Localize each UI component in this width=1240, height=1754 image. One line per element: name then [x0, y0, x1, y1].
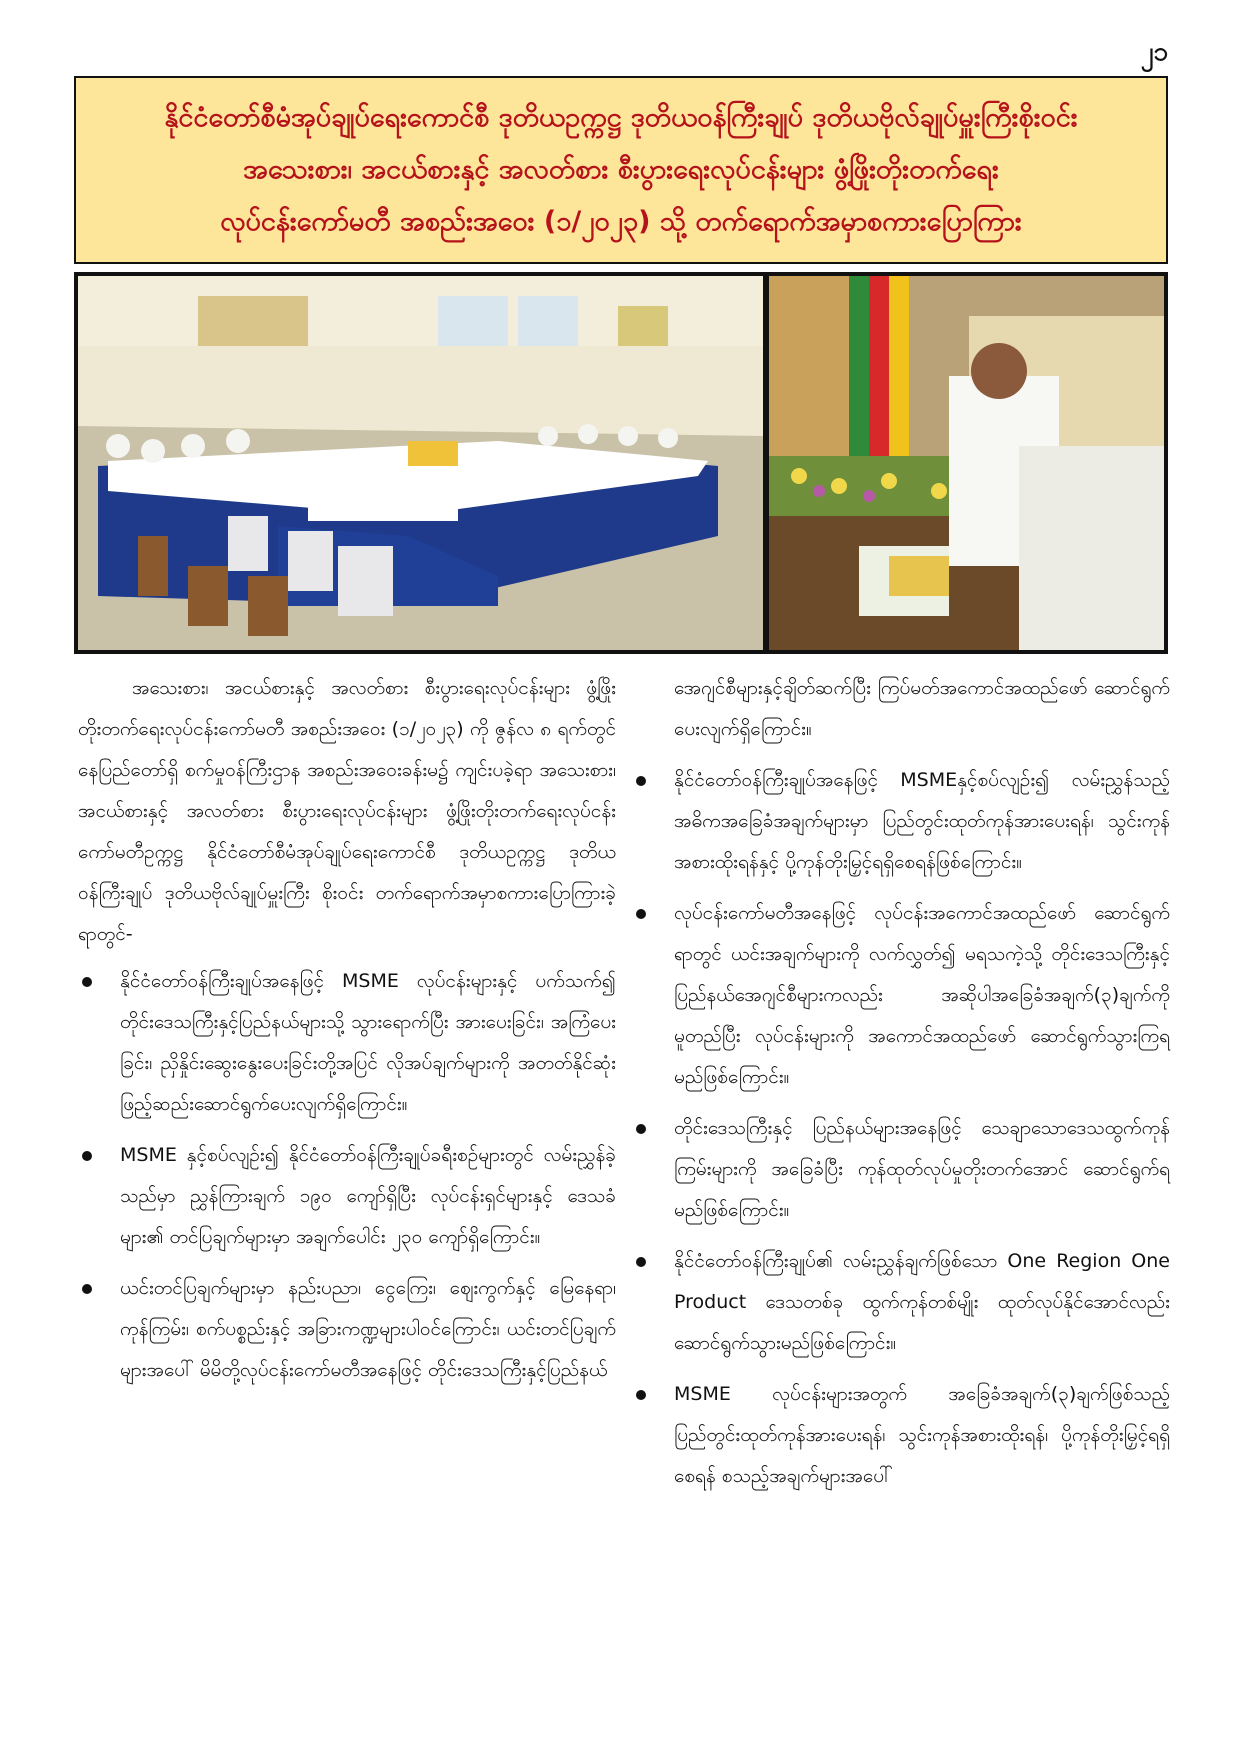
- bullet-point: MSME လုပ်ငန်းများအတွက် အခြေခံအချက်(၃)ချက်ဖြစ်သည့် ပြည်တွင်းထုတ်ကုန်အားပေးရန်၊ သွင်းကုန်အစားထိုးရန်၊ ပို့ကုန်တိုးမြှင့်ရရှိစေရန် စသည့်အချက်များအပေါ်: [632, 1374, 1170, 1497]
- headline-line-3: လုပ်ငန်းကော်မတီ အစည်းအဝေး (၁/၂၀၂၃) သို့ တက်ရောက်အမှာစကားပြောကြား: [220, 206, 1022, 237]
- bullet-point: နိုင်ငံတော်ဝန်ကြီးချုပ်၏ လမ်းညွှန်ချက်ဖြစ်သော One Region One Product ဒေသတစ်ခု ထွက်ကုန်တစ်မျိုး ထုတ်လုပ်နိုင်အောင်လည်း ဆောင်ရွက်သွားမည်ဖြစ်ကြောင်း။: [632, 1241, 1170, 1364]
- bullet-point: MSME နှင့်စပ်လျဉ်း၍ နိုင်ငံတော်ဝန်ကြီးချုပ်ခရီးစဉ်များတွင် လမ်းညွှန်ခဲ့သည်မှာ ညွှန်ကြားချက် ၁၉၀ ကျော်ရှိပြီး လုပ်ငန်းရှင်များနှင့် ဒေသခံများ၏ တင်ပြချက်များမှာ အချက်ပေါင်း ၂၃၀ ကျော်ရှိကြောင်း။: [78, 1135, 616, 1258]
- bullet-point: တိုင်းဒေသကြီးနှင့် ပြည်နယ်များအနေဖြင့် သေချာသောဒေသထွက်ကုန်ကြမ်းများကို အခြေခံပြီး ကုန်ထုတ်လုပ်မှုတိုးတက်အောင် ဆောင်ရွက်ရမည်ဖြစ်ကြောင်း။: [632, 1108, 1170, 1231]
- article-column-right: [632, 668, 1170, 1507]
- meeting-hall-photo: [78, 276, 763, 650]
- bullet-point: နိုင်ငံတော်ဝန်ကြီးချုပ်အနေဖြင့် MSMEနှင့်စပ်လျဉ်း၍ လမ်းညွှန်သည့် အဓိကအခြေခံအချက်များမှာ ပြည်တွင်းထုတ်ကုန်အားပေးရန်၊ သွင်းကုန်အစားထိုးရန်နှင့် ပို့ကုန်တိုးမြှင့်ရရှိစေရန်ဖြစ်ကြောင်း။: [632, 760, 1170, 883]
- intro-paragraph: အသေးစား၊ အငယ်စားနှင့် အလတ်စား စီးပွားရေးလုပ်ငန်းများ ဖွံ့ဖြိုးတိုးတက်ရေးလုပ်ငန်းကော်မတီ အစည်းအဝေး (၁/၂၀၂၃) ကို ဇွန်လ ၈ ရက်တွင် နေပြည်တော်ရှိ စက်မှုဝန်ကြီးဌာန အစည်းအဝေးခန်းမ၌ ကျင်းပခဲ့ရာ အသေးစား၊ အငယ်စားနှင့် အလတ်စား စီးပွားရေးလုပ်ငန်းများ ဖွံ့ဖြိုးတိုးတက်ရေးလုပ်ငန်းကော်မတီဥက္ကဋ္ဌ နိုင်ငံတော်စီမံအုပ်ချုပ်ရေးကောင်စီ ဒုတိယဥက္ကဋ္ဌ ဒုတိယဝန်ကြီးချုပ် ဒုတိယဗိုလ်ချုပ်မှူးကြီး စိုးဝင်း တက်ရောက်အမှာစကားပြောကြားခဲ့ရာတွင်-: [78, 677, 616, 945]
- headline-line-2: အသေးစား၊ အငယ်စားနှင့် အလတ်စား စီးပွားရေးလုပ်ငန်းများ ဖွံ့ဖြိုးတိုးတက်ရေး: [243, 154, 999, 185]
- bullet-point: နိုင်ငံတော်ဝန်ကြီးချုပ်အနေဖြင့် MSME လုပ်ငန်းများနှင့် ပက်သက်၍ တိုင်းဒေသကြီးနှင့်ပြည်နယ်များသို့ သွားရောက်ပြီး အားပေးခြင်း၊ အကြံပေးခြင်း၊ ညှိနှိုင်းဆွေးနွေးပေးခြင်းတို့အပြင် လိုအပ်ချက်များကို အတတ်နိုင်ဆုံး ဖြည့်ဆည်းဆောင်ရွက်ပေးလျက်ရှိကြောင်း။: [78, 961, 616, 1125]
- headline-box: [74, 76, 1168, 264]
- article-column-left: [78, 668, 616, 1401]
- bullet-point: လုပ်ငန်းကော်မတီအနေဖြင့် လုပ်ငန်းအကောင်အထည်ဖော် ဆောင်ရွက်ရာတွင် ယင်းအချက်များကို လက်လွှတ်၍ မရသကဲ့သို့ တိုင်းဒေသကြီးနှင့် ပြည်နယ်အေဂျင်စီများကလည်း အဆိုပါအခြေခံအချက်(၃)ချက်ကို မူတည်ပြီး လုပ်ငန်းများကို အကောင်အထည်ဖော် ဆောင်ရွက်သွားကြရမည်ဖြစ်ကြောင်း။: [632, 893, 1170, 1098]
- page-number: ၂၁: [1140, 37, 1168, 67]
- speaker-photo: [769, 276, 1164, 650]
- photo-strip: [74, 272, 1168, 654]
- bullet-point: ယင်းတင်ပြချက်များမှာ နည်းပညာ၊ ငွေကြေး၊ ဈေးကွက်နှင့် မြေနေရာ၊ ကုန်ကြမ်း၊ စက်ပစ္စည်းနှင့် အခြားကဏ္ဍများပါဝင်ကြောင်း၊ ယင်းတင်ပြချက်များအပေါ် မိမိတို့လုပ်ငန်းကော်မတီအနေဖြင့် တိုင်းဒေသကြီးနှင့်ပြည်နယ်: [78, 1268, 616, 1391]
- bullet-continuation: အေဂျင်စီများနှင့်ချိတ်ဆက်ပြီး ကြပ်မတ်အကောင်အထည်ဖော် ဆောင်ရွက်ပေးလျက်ရှိကြောင်း။: [674, 677, 1170, 740]
- headline-line-1: နိုင်ငံတော်စီမံအုပ်ချုပ်ရေးကောင်စီ ဒုတိယဥက္ကဋ္ဌ ဒုတိယဝန်ကြီးချုပ် ဒုတိယဗိုလ်ချုပ်မှူးကြီးစိုးဝင်း: [164, 102, 1078, 133]
